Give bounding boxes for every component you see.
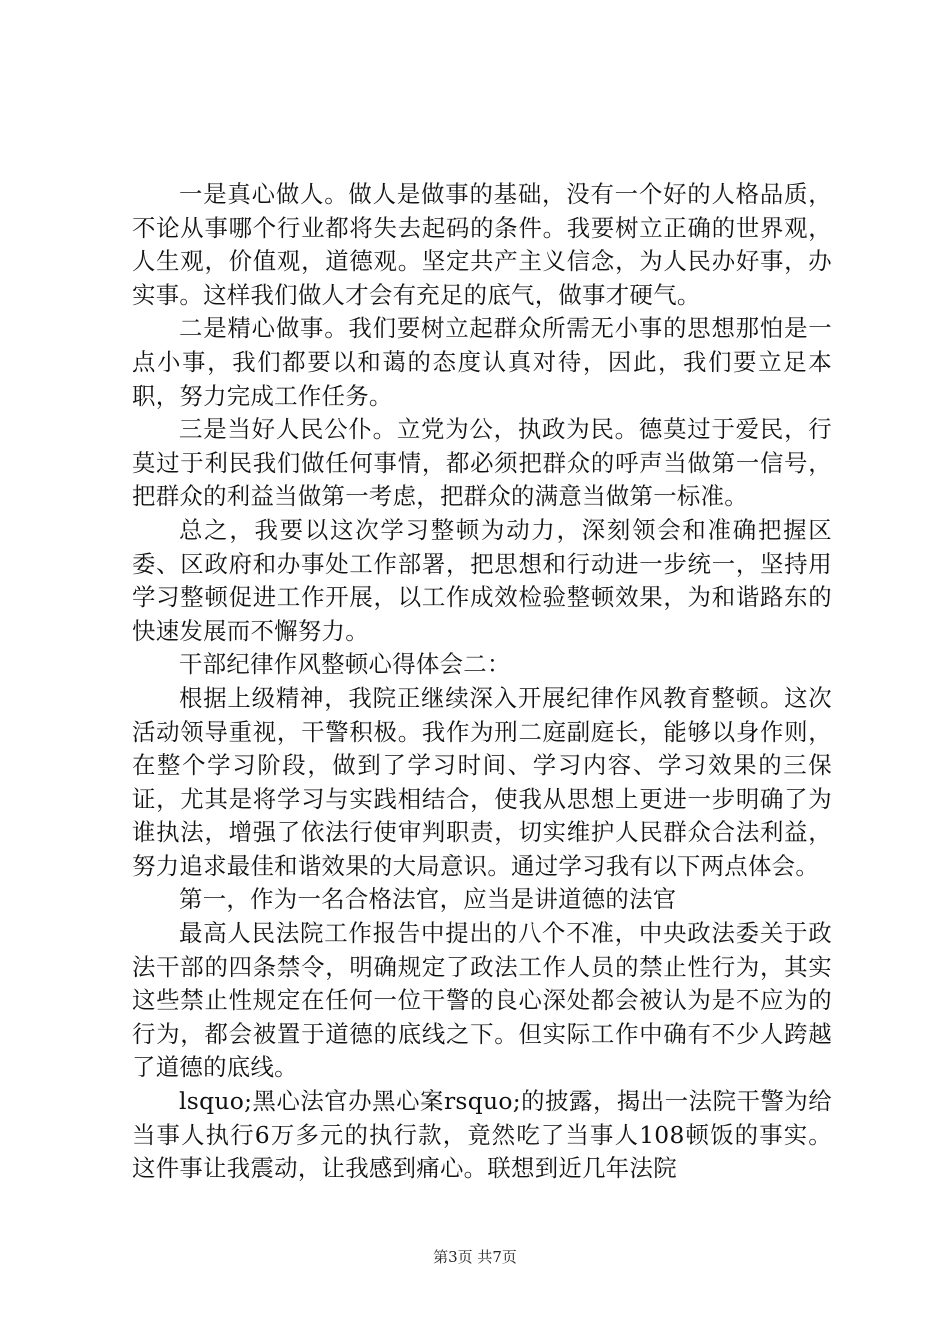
subheading: 第一，作为一名合格法官，应当是讲道德的法官 <box>179 885 677 914</box>
paragraph-4: 总之，我要以这次学习整顿为动力，深刻领会和准确把握区委、区政府和办事处工作部署，把思想和行动进一步统一，坚持用学习整顿促进工作开展，以工作成效检验整顿效果，为和谐路东的快速发展而不懈努力。 <box>132 515 832 645</box>
paragraph-6: 最高人民法院工作报告中提出的八个不准，中央政法委关于政法干部的四条禁令，明确规定了政法工作人员的禁止性行为，其实这些禁止性规定在任何一位干警的良心深处都会被认为是不应为的行为，都会被置于道德的底线之下。但实际工作中确有不少人跨越了道德的底线。 <box>132 919 832 1082</box>
page-number: 第3页 共7页 <box>433 1248 517 1266</box>
paragraph-7: lsquo;黑心法官办黑心案rsquo;的披露，揭出一法院干警为给当事人执行6万多元的执行款，竟然吃了当事人108顿饭的事实。这件事让我震动，让我感到痛心。联想到近几年法院 <box>132 1087 832 1183</box>
section-heading: 干部纪律作风整顿心得体会二： <box>179 650 511 679</box>
paragraph-2: 二是精心做事。我们要树立起群众所需无小事的思想那怕是一点小事，我们都要以和蔼的态度认真对待，因此，我们要立足本职，努力完成工作任务。 <box>132 314 832 410</box>
document-body <box>132 178 832 1186</box>
paragraph-1: 一是真心做人。做人是做事的基础，没有一个好的人格品质，不论从事哪个行业都将失去起码的条件。我要树立正确的世界观，人生观，价值观，道德观。坚定共产主义信念，为人民办好事，办实事。这样我们做人才会有充足的底气，做事才硬气。 <box>132 180 832 309</box>
paragraph-3: 三是当好人民公仆。立党为公，执政为民。德莫过于爱民，行莫过于利民我们做任何事情，都必须把群众的呼声当做第一信号，把群众的利益当做第一考虑，把群众的满意当做第一标准。 <box>132 415 832 511</box>
paragraph-5: 根据上级精神，我院正继续深入开展纪律作风教育整顿。这次活动领导重视，干警积极。我作为刑二庭副庭长，能够以身作则，在整个学习阶段，做到了学习时间、学习内容、学习效果的三保证，尤其是将学习与实践相结合，使我从思想上更进一步明确了为谁执法，增强了依法行使审判职责，切实维护人民群众合法利益，努力追求最佳和谐效果的大局意识。通过学习我有以下两点体会。 <box>132 683 832 880</box>
